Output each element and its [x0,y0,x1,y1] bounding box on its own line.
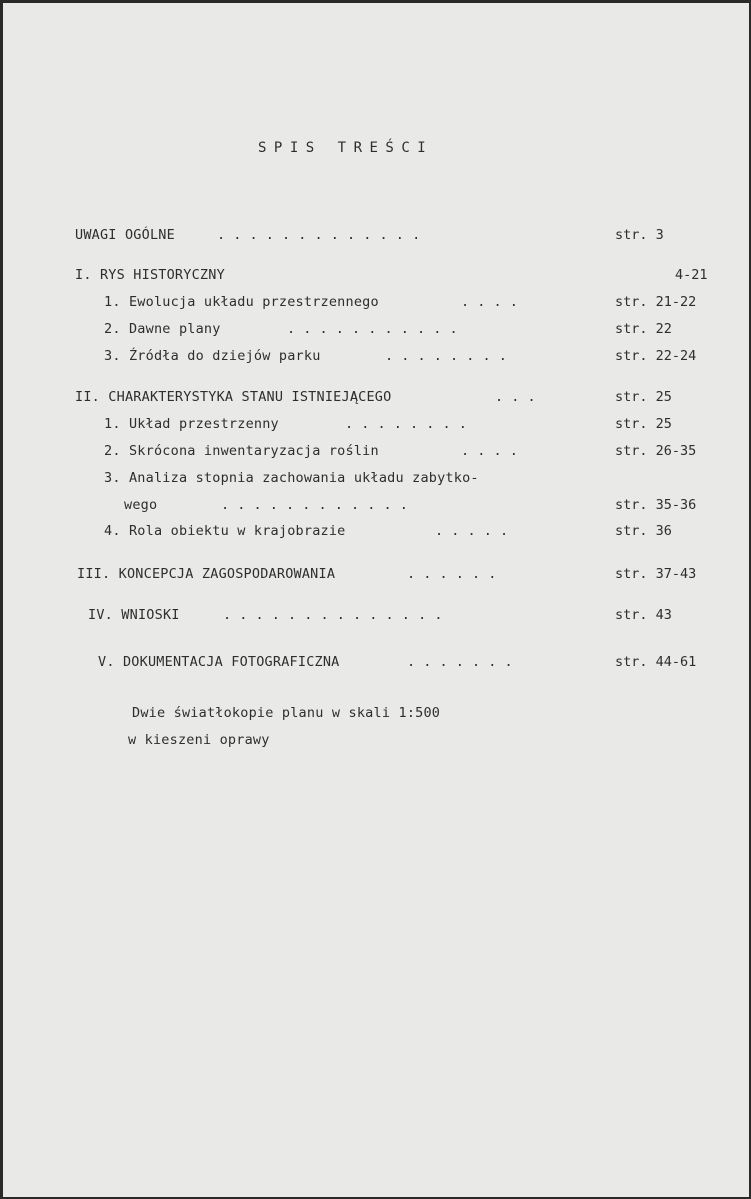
toc-entry-leaders: . . . . . . . . . . . . . . [223,607,443,623]
toc-entry-page: str. 43 [615,607,672,623]
toc-entry-label: V. DOKUMENTACJA FOTOGRAFICZNA [98,654,340,670]
toc-entry-label: 1. Układ przestrzenny [104,416,279,432]
toc-entry-page: str. 22-24 [615,348,697,364]
toc-entry-leaders: . . . . . . [407,566,497,582]
toc-entry-leaders: . . . . . . . [407,654,513,670]
toc-entry-page: str. 3 [615,227,664,243]
toc-entry-page: 4-21 [675,267,708,283]
toc-entry-label: 4. Rola obiektu w krajobrazie [104,523,346,539]
toc-entry-leaders: . . . . . . . . . . . [287,321,458,337]
toc-entry-label: III. KONCEPCJA ZAGOSPODAROWANIA [77,566,336,582]
toc-entry-label: 2. Dawne plany [104,321,221,337]
toc-entry-leaders: . . . . . [435,523,509,539]
document-page [3,3,749,1197]
toc-entry-label: 3. Analiza stopnia zachowania układu zabytko- [104,470,479,486]
toc-entry-label: 2. Skrócona inwentaryzacja roślin [104,443,379,459]
toc-entry-leaders: . . . . . . . . . . . . . [217,227,421,243]
toc-entry-leaders: . . . [495,389,536,405]
toc-entry-leaders: . . . . . . . . . . . . [221,497,408,513]
toc-entry-page: str. 36 [615,523,672,539]
toc-entry-label: UWAGI OGÓLNE [75,227,175,243]
toc-entry-page: str. 25 [615,416,672,432]
toc-entry-leaders: . . . . . . . . [385,348,507,364]
toc-entry-leaders: . . . . . . . . [345,416,467,432]
toc-entry-leaders: . . . . [461,294,518,310]
toc-entry-page: str. 37-43 [615,566,697,582]
toc-entry-label: 3. Źródła do dziejów parku [104,348,321,364]
toc-entry-label: I. RYS HISTORYCZNY [75,267,225,283]
toc-entry-page: str. 25 [615,389,672,405]
toc-entry-page: str. 21-22 [615,294,697,310]
note-line: w kieszeni oprawy [128,732,270,748]
toc-entry-leaders: . . . . [461,443,518,459]
toc-entry-label: II. CHARAKTERYSTYKA STANU ISTNIEJĄCEGO [75,389,392,405]
toc-entry-page: str. 44-61 [615,654,697,670]
toc-entry-label: wego [124,497,158,513]
page-title: SPIS TREŚCI [258,140,434,156]
toc-entry-page: str. 35-36 [615,497,697,513]
toc-entry-page: str. 22 [615,321,672,337]
note-line: Dwie światłokopie planu w skali 1:500 [132,705,441,721]
toc-entry-label: IV. WNIOSKI [88,607,180,623]
toc-entry-label: 1. Ewolucja układu przestrzennego [104,294,379,310]
toc-entry-page: str. 26-35 [615,443,697,459]
